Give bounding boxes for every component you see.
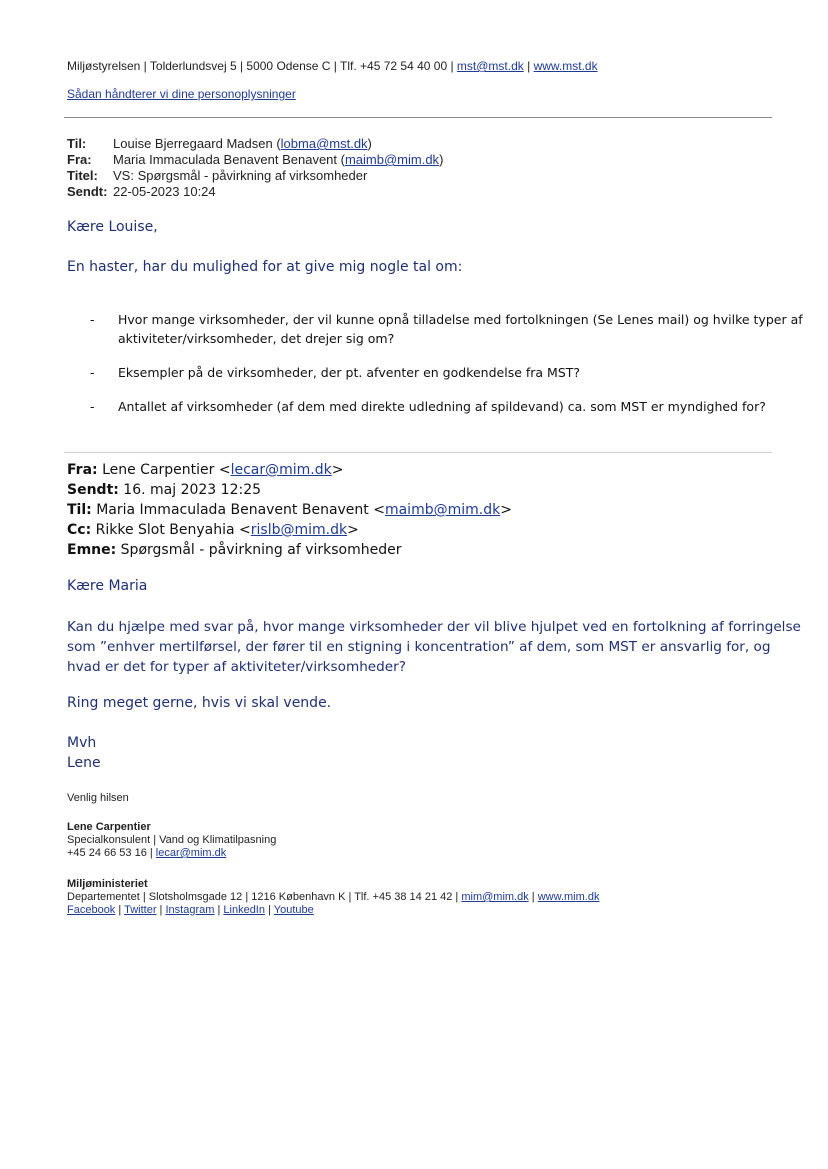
fwd-cc-name: Rikke Slot Benyahia < (91, 522, 251, 538)
fwd-subject-label: Emne: (67, 542, 117, 558)
bullet-dash: - (90, 365, 95, 380)
separator: | (115, 904, 125, 916)
privacy-link[interactable]: Sådan håndterer vi dine personoplysninger (67, 87, 296, 101)
question-paragraph (67, 617, 801, 677)
paragraph-line: hvad er det for typer af aktiviteter/virksomheder? (67, 659, 406, 675)
org-address-line (67, 891, 599, 904)
meta-from-email[interactable]: maimb@mim.dk (344, 152, 440, 167)
bullet-text-line: Eksempler på de virksomheder, der pt. afventer en godkendelse fra MST? (118, 365, 581, 380)
instagram-link[interactable]: Instagram (165, 904, 215, 916)
sign-off-name: Lene (67, 755, 101, 771)
greeting-maria: Kære Maria (67, 578, 148, 594)
fwd-sent-row (67, 480, 512, 500)
org-name: Miljøministeriet (67, 878, 148, 890)
fwd-cc-email[interactable]: rislb@mim.dk (250, 522, 348, 538)
linkedin-link[interactable]: LinkedIn (223, 904, 265, 916)
meta-from-label: Fra: (67, 152, 92, 167)
org-email-link[interactable]: mst@mst.dk (456, 59, 524, 73)
facebook-link[interactable]: Facebook (67, 904, 116, 916)
org-dept-web-link[interactable]: www.mim.dk (537, 891, 600, 903)
signature-closing: Venlig hilsen (67, 792, 129, 804)
fwd-to-row (67, 500, 512, 520)
separator: | (528, 891, 538, 903)
sign-off-mvh: Mvh (67, 735, 97, 751)
meta-paren: ) (439, 152, 444, 167)
signature-role: Specialkonsulent | Vand og Klimatilpasning (67, 834, 277, 846)
meta-to-email[interactable]: lobma@mst.dk (280, 136, 368, 151)
fwd-subject-row (67, 540, 512, 560)
bullet-text-line: Hvor mange virksomheder, der vil kunne opnå tilladelse med fortolkningen (Se Lenes mail) og hvilke typer af (118, 312, 803, 327)
signature-email-link[interactable]: lecar@mim.dk (155, 847, 227, 859)
bullet-dash: - (90, 399, 95, 414)
paragraph-line: som ”enhver mertilførsel, der fører til en stigning i koncentration” af dem, som MST er ansvarlig for, og (67, 639, 771, 655)
signature-person (67, 821, 276, 860)
bracket: > (500, 502, 512, 518)
call-request: Ring meget gerne, hvis vi skal vende. (67, 695, 332, 711)
separator: | (156, 904, 166, 916)
youtube-link[interactable]: Youtube (273, 904, 314, 916)
twitter-link[interactable]: Twitter (124, 904, 157, 916)
privacy-line (67, 87, 296, 101)
org-website-link[interactable]: www.mst.dk (533, 59, 598, 73)
meta-to-label: Til: (67, 136, 87, 151)
org-dept-address: Departementet | Slotsholmsgade 12 | 1216 København K | Tlf. +45 38 14 21 42 | (67, 891, 462, 903)
signature-phone-line (67, 847, 276, 860)
bullet-text-line: aktiviteter/virksomheder, det drejer sig om? (118, 331, 395, 346)
separator: | (264, 904, 274, 916)
paragraph-line: Kan du hjælpe med svar på, hvor mange virksomheder der vil blive hjulpet ved en fortolkning af forringelse (67, 619, 801, 635)
meta-title-value: VS: Spørgsmål - påvirkning af virksomheder (113, 168, 368, 183)
header-divider (64, 117, 772, 118)
fwd-from-row (67, 460, 512, 480)
meta-sent-value: 22-05-2023 10:24 (113, 184, 216, 199)
meta-to-name: Louise Bjerregaard Madsen ( (113, 136, 281, 151)
bullet-dash: - (90, 312, 95, 327)
separator: | (214, 904, 224, 916)
fwd-sent-label: Sendt: (67, 482, 119, 498)
fwd-from-label: Fra: (67, 462, 98, 478)
forward-divider (64, 452, 772, 453)
bracket: > (347, 522, 359, 538)
fwd-to-label: Til: (67, 502, 92, 518)
request-intro: En haster, har du mulighed for at give mig nogle tal om: (67, 259, 463, 275)
signature-phone: +45 24 66 53 16 | (67, 847, 156, 859)
greeting-louise: Kære Louise, (67, 219, 158, 235)
fwd-to-email[interactable]: maimb@mim.dk (384, 502, 501, 518)
org-address: Miljøstyrelsen | Tolderlundsvej 5 | 5000 Odense C | Tlf. +45 72 54 40 00 | (67, 59, 457, 73)
separator: | (523, 59, 534, 73)
org-contact-line (67, 59, 598, 73)
forwarded-header (67, 460, 512, 560)
fwd-sent-value: 16. maj 2023 12:25 (118, 482, 262, 498)
bullet-text-line: Antallet af virksomheder (af dem med direkte udledning af spildevand) ca. som MST er myndighed for? (118, 399, 766, 414)
fwd-cc-label: Cc: (67, 522, 92, 538)
fwd-subject-value: Spørgsmål - påvirkning af virksomheder (116, 542, 402, 558)
meta-sent-label: Sendt: (67, 184, 108, 199)
signature-org (67, 878, 599, 917)
meta-paren: ) (367, 136, 372, 151)
meta-from-name: Maria Immaculada Benavent Benavent ( (113, 152, 345, 167)
signature-name: Lene Carpentier (67, 821, 151, 833)
fwd-to-name: Maria Immaculada Benavent Benavent < (91, 502, 385, 518)
fwd-from-email[interactable]: lecar@mim.dk (230, 462, 332, 478)
fwd-from-name: Lene Carpentier < (97, 462, 231, 478)
bracket: > (331, 462, 344, 478)
meta-title-label: Titel: (67, 168, 98, 183)
meta-from-value (113, 152, 443, 168)
social-links (67, 904, 599, 917)
org-dept-email-link[interactable]: mim@mim.dk (461, 891, 529, 903)
fwd-cc-row (67, 520, 512, 540)
meta-to-value (113, 136, 372, 152)
